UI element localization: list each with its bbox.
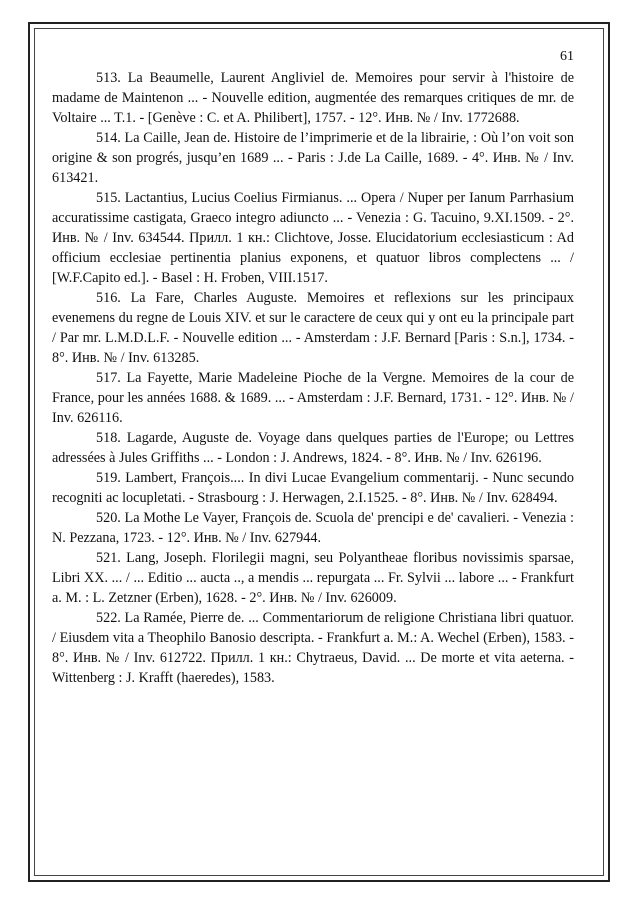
catalog-entry-518: 518. Lagarde, Auguste de. Voyage dans quelques parties de l'Europe; ou Lettres adressées à Jules Griffiths ... - London : J. Andrews, 1824. - 8°. Инв. № / Inv. 626196. [52,430,574,466]
catalog-entry-521: 521. Lang, Joseph. Florilegii magni, seu Polyantheae floribus novissimis sparsae, Libri XX. ... / ... Editio ... aucta .., a mendis ... repurgata ... Fr. Sylvii ... labore ... - Frankfurt a. M. : L. Zetzner (Erben), 1628. - 2°. Инв. № / Inv. 626009. [52,550,574,606]
catalog-entry-515: 515. Lactantius, Lucius Coelius Firmianus. ... Opera / Nuper per Ianum Parrhasium accuratissime castigata, Graeco integro adiuncto ... - Venezia : G. Tacuino, 9.XI.1509. - 2°. Инв. № / Inv. 634544. Прилл. 1 кн.: Clichtove, Josse. Elucidatorium ecclesiasticum : Ad officium ecclesiae pertinentia planius exponens, et quatuor libros complectens ... / [W.F.Capito ed.]. - Basel : H. Froben, VIII.1517. [52,190,574,286]
catalog-entry-517: 517. La Fayette, Marie Madeleine Pioche de la Vergne. Memoires de la cour de France, pour les années 1688. & 1689. ... - Amsterdam : J.F. Bernard, 1731. - 12°. Инв. № / Inv. 626116. [52,370,574,426]
catalog-entry-513: 513. La Beaumelle, Laurent Angliviel de. Memoires pour servir à l'histoire de madame de Maintenon ... - Nouvelle edition, augmentée des remarques critiques de mr. de Voltaire ... T.1. - [Genève : C. et A. Philibert], 1757. - 12°. Инв. № / Inv. 1772688. [52,70,574,126]
catalog-entries [52,68,574,688]
catalog-entry-520: 520. La Mothe Le Vayer, François de. Scuola de' prencipi e de' cavalieri. - Venezia : N. Pezzana, 1723. - 12°. Инв. № / Inv. 627944. [52,510,574,546]
page-number: 61 [560,49,574,64]
catalog-entry-522: 522. La Ramée, Pierre de. ... Commentariorum de religione Christiana libri quatuor. / Eiusdem vita a Theophilo Banosio descripta. - Frankfurt a. M.: A. Wechel (Erben), 1583. - 8°. Инв. № / Inv. 612722. Прилл. 1 кн.: Chytraeus, David. ... De morte et vita aeterna. - Wittenberg : J. Krafft (haeredes), 1583. [52,610,574,686]
catalog-entry-516: 516. La Fare, Charles Auguste. Memoires et reflexions sur les principaux evenemens du regne de Louis XIV. et sur le caractere de ceux qui y ont eu la principale part / Par mr. L.M.D.L.F. - Nouvelle edition ... - Amsterdam : J.F. Bernard [Paris : S.n.], 1734. - 8°. Инв. № / Inv. 613285. [52,290,574,366]
catalog-entry-514: 514. La Caille, Jean de. Histoire de l’imprimerie et de la librairie, : Où l’on voit son origine & son progrés, jusqu’en 1689 ... - Paris : J.de La Caille, 1689. - 4°. Инв. № / Inv. 613421. [52,130,574,186]
catalog-entry-519: 519. Lambert, François.... In divi Lucae Evangelium commentarij. - Nunc secundo recogniti ac locupletati. - Strasbourg : J. Herwagen, 2.I.1525. - 8°. Инв. № / Inv. 628494. [52,470,574,506]
